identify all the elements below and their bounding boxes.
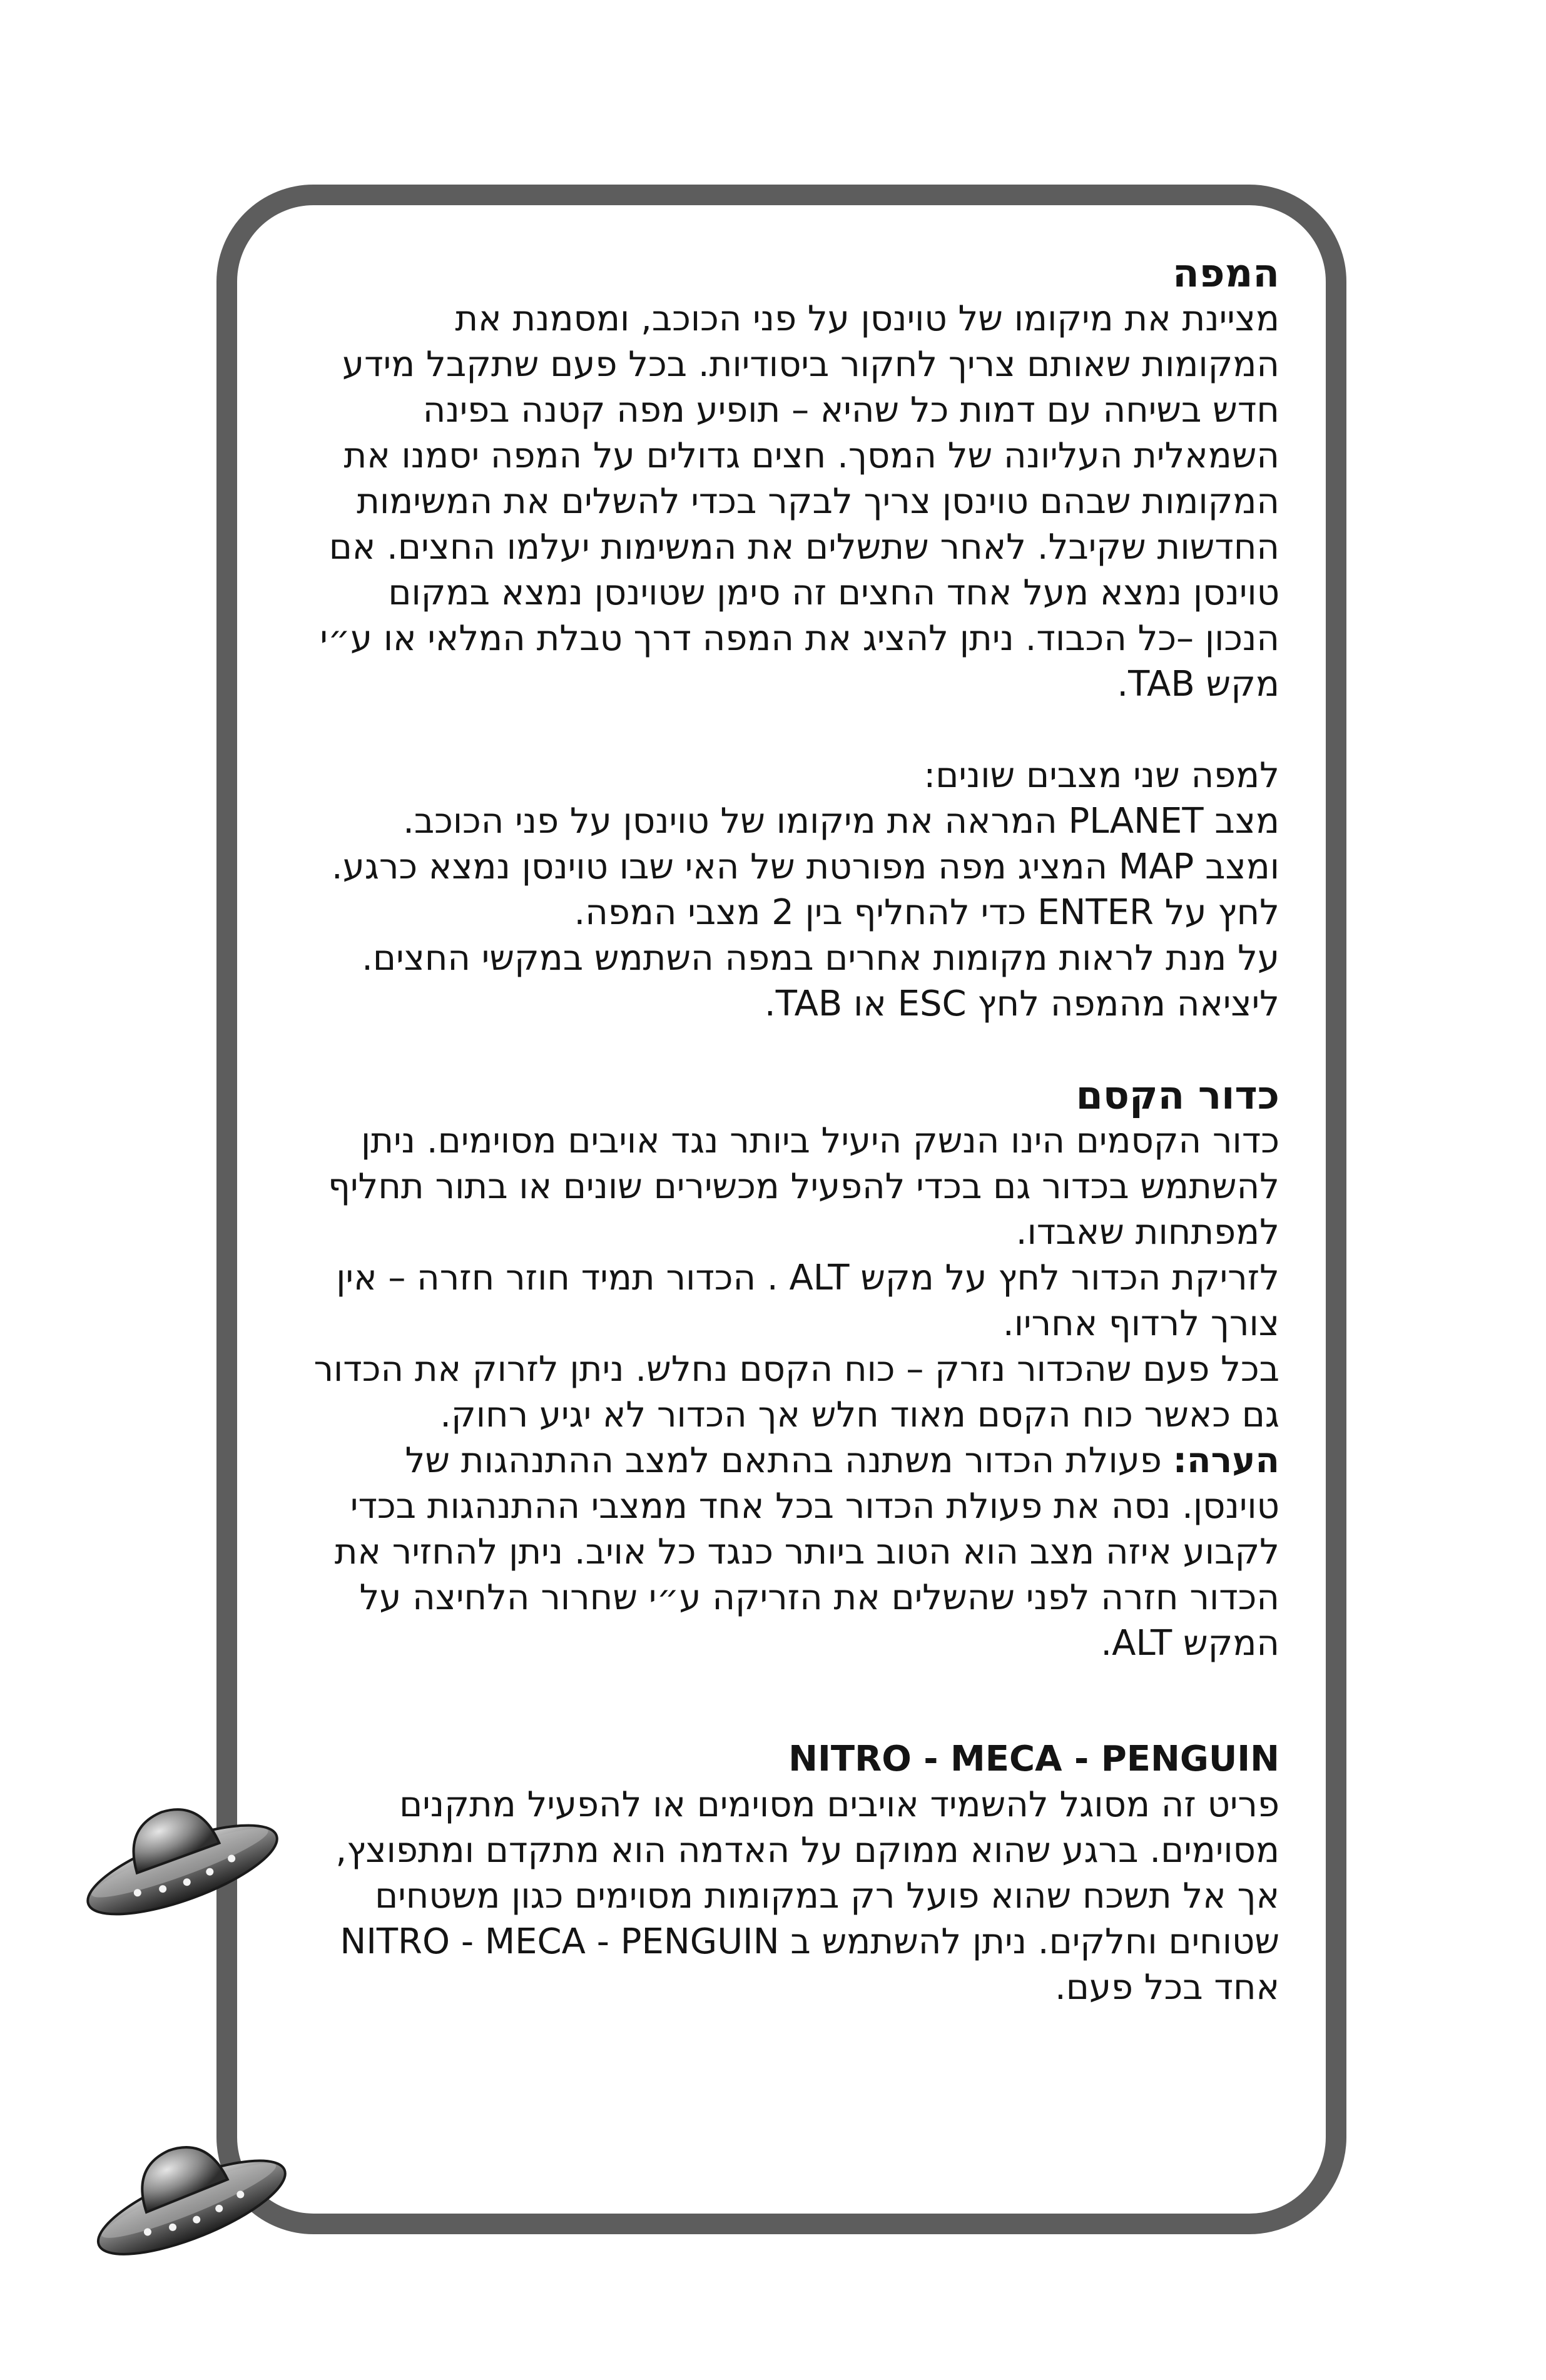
nitro-section-title: NITRO - MECA - PENGUIN [788,1739,1279,1779]
map-modes-intro: למפה שני מצבים שונים: [923,755,1279,796]
nitro-paragraph: פריט זה מסוגל להשמיד אויבים מסוימים או להפעיל מתקנים מסוימים. ברגע שהוא ממוקם על האדמה הוא מתקדם ומתפוצץ, אך אל תשכח שהוא פועל רק במקומות מסוימים כגון משטחים שטוחים וחלקים. ניתן להשתמש ב NITRO - MECA - PENGUIN אחד בכל פעם. [335,1784,1279,2008]
spacer [313,1027,1279,1072]
map-exit-instruction: ליציאה מהמפה לחץ ESC או TAB. [764,984,1279,1024]
spacer [313,1666,1279,1736]
manual-page-content [313,250,1279,2184]
map-section-paragraph: מציינת את מיקומו של טוינסן על פני הכוכב, ומסמנת את המקומות שאותם צריך לחקור ביסודיות. בכל פעם שתקבל מידע חדש בשיחה עם דמות כל שהיא – תופיע מפה קטנה בפינה השמאלית העליונה של המסך. חצים גדולים על המפה יסמנו את המקומות שבהם טוינסן צריך לבקר בכדי להשלים את המשימות החדשות שקיבל. לאחר שתשלים את המשימות יעלמו החצים. אם טוינסן נמצא מעל אחד החצים זה סימן שטוינסן נמצא במקום הנכון –כל הכבוד. ניתן להציג את המפה דרך טבלת המלאי או ע״י מקש TAB. [320,298,1279,704]
magic-ball-paragraph-3: בכל פעם שהכדור נזרק – כוח הקסם נחלש. ניתן לזרוק את הכדור גם כאשר כוח הקסם מאוד חלש אך הכדור לא יגיע רחוק. [313,1349,1279,1435]
note-label: הערה: [1172,1440,1279,1481]
magic-ball-section [313,1072,1279,1666]
map-enter-instruction: לחץ על ENTER כדי להחליף בין 2 מצבי המפה. [574,892,1279,933]
magic-ball-paragraph-2: לזריקת הכדור לחץ על מקש ALT . הכדור תמיד חוזר חזרה – אין צורך לרדוף אחריו. [336,1258,1279,1344]
flying-saucer-icon [68,1777,287,1933]
nitro-section [313,1736,1279,2010]
map-mode-planet: מצב PLANET המראה את מיקומו של טוינסן על פני הכוכב. [403,801,1279,842]
magic-ball-section-title: כדור הקסם [1076,1072,1279,1118]
map-arrows-instruction: על מנת לראות מקומות אחרים במפה השתמש במקשי החצים. [362,938,1279,979]
note-text: פעולת הכדור משתנה בהתאם למצב ההתנהגות של טוינסן. נסה את פעולת הכדור בכל אחד ממצבי ההתנהגות בכדי לקבוע איזה מצב הוא הטוב ביותר כנגד כל אויב. ניתן להחזיר את הכדור חזרה לפני שהשלים את הזריקה ע״י שחרור הלחיצה על המקש ALT. [334,1440,1279,1664]
spacer [313,707,1279,753]
map-mode-map: ומצב MAP המציג מפה מפורטת של האי שבו טוינסן נמצא כרגע. [331,847,1279,887]
magic-ball-note [313,1438,1279,1666]
flying-saucer-icon [76,2115,295,2271]
map-section [313,250,1279,1027]
map-section-title: המפה [1172,250,1279,296]
magic-ball-paragraph-1: כדור הקסמים הינו הנשק היעיל ביותר נגד אויבים מסוימים. ניתן להשתמש בכדור גם בכדי להפעיל מכשירים שונים או בתור תחליף למפתחות שאבדו. [328,1121,1279,1253]
